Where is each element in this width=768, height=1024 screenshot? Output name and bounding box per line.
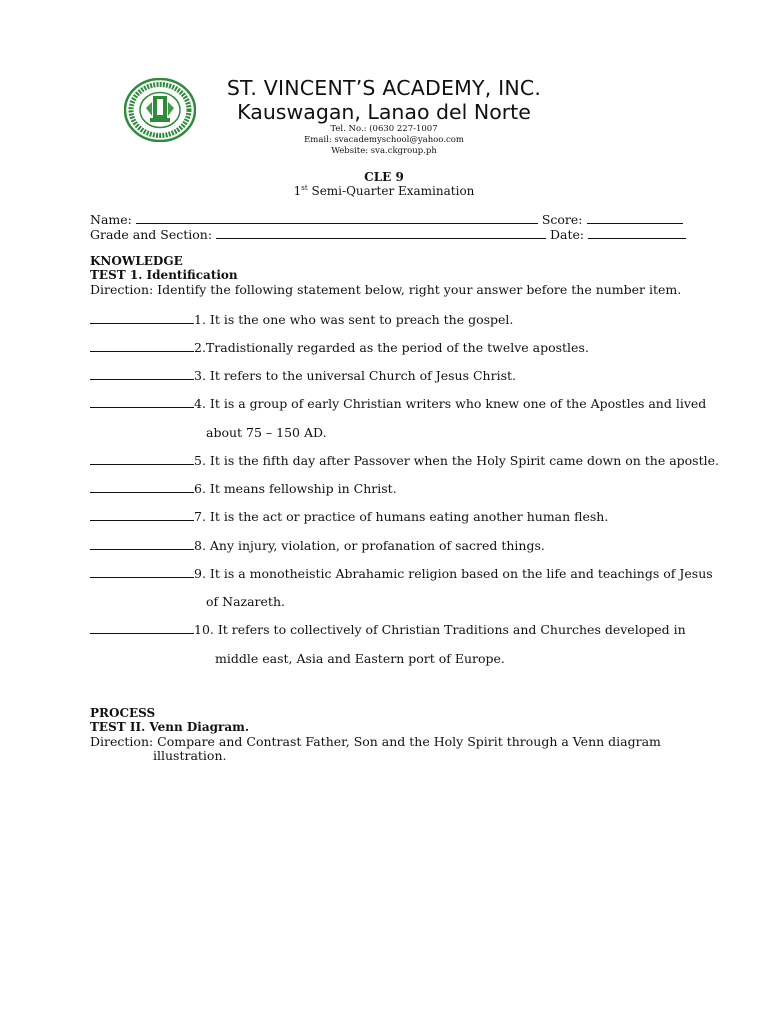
process-heading: PROCESS [90,706,156,720]
score-label: Score: [541,212,583,227]
school-email: Email: svacademyschool@yahoo.com [304,135,464,145]
grade-field[interactable] [90,227,686,242]
answer-blank[interactable] [90,397,194,408]
test2-title: TEST II. Venn Diagram. [90,720,250,734]
list-item: 5. It is the fifth day after Passover when the Holy Spirit came down on the apostle. [90,453,719,468]
school-website: Website: sva.ckgroup.ph [331,146,437,156]
list-item: 10. It refers to collectively of Christian Traditions and Churches developed in [90,622,686,637]
list-item: 4. It is a group of early Christian writers who knew one of the Apostles and lived [90,396,706,411]
name-field[interactable] [90,212,683,227]
answer-blank[interactable] [90,313,194,324]
name-blank[interactable] [136,213,538,224]
school-tel: Tel. No.: (0630 227-1007 [330,124,438,134]
test1-title: TEST 1. Identification [90,268,238,282]
date-label: Date: [550,227,585,242]
test2-direction: Direction: Compare and Contrast Father, Son and the Holy Spirit through a Venn diagram [90,734,661,749]
name-label: Name: [90,212,132,227]
answer-blank[interactable] [90,341,194,352]
list-item-continued: of Nazareth. [206,594,285,609]
grade-blank[interactable] [216,228,546,239]
school-address: Kauswagan, Lanao del Norte [237,100,531,124]
answer-blank[interactable] [90,482,194,493]
exam-title: 1st Semi-Quarter Examination [293,184,475,198]
school-name: ST. VINCENT’S ACADEMY, INC. [226,76,542,100]
answer-blank[interactable] [90,567,194,578]
answer-blank[interactable] [90,510,194,521]
list-item: 1. It is the one who was sent to preach the gospel. [90,312,513,327]
list-item: 7. It is the act or practice of humans eating another human flesh. [90,509,608,524]
knowledge-heading: KNOWLEDGE [90,254,183,268]
list-item: 6. It means fellowship in Christ. [90,481,397,496]
exam-subject: CLE 9 [364,170,404,184]
list-item: 2.Tradistionally regarded as the period of the twelve apostles. [90,340,589,355]
answer-blank[interactable] [90,623,194,634]
list-item-continued: middle east, Asia and Eastern port of Europe. [215,651,505,666]
list-item: 9. It is a monotheistic Abrahamic religion based on the life and teachings of Jesus [90,566,713,581]
list-item: 8. Any injury, violation, or profanation of sacred things. [90,538,545,553]
list-item-continued: about 75 – 150 AD. [206,425,327,440]
answer-blank[interactable] [90,539,194,550]
list-item: 3. It refers to the universal Church of Jesus Christ. [90,368,516,383]
answer-blank[interactable] [90,369,194,380]
score-blank[interactable] [587,213,683,224]
grade-label: Grade and Section: [90,227,213,242]
answer-blank[interactable] [90,454,194,465]
date-blank[interactable] [588,228,686,239]
test1-direction: Direction: Identify the following statement below, right your answer before the number item. [90,282,682,297]
test2-direction-continued: illustration. [153,748,227,763]
